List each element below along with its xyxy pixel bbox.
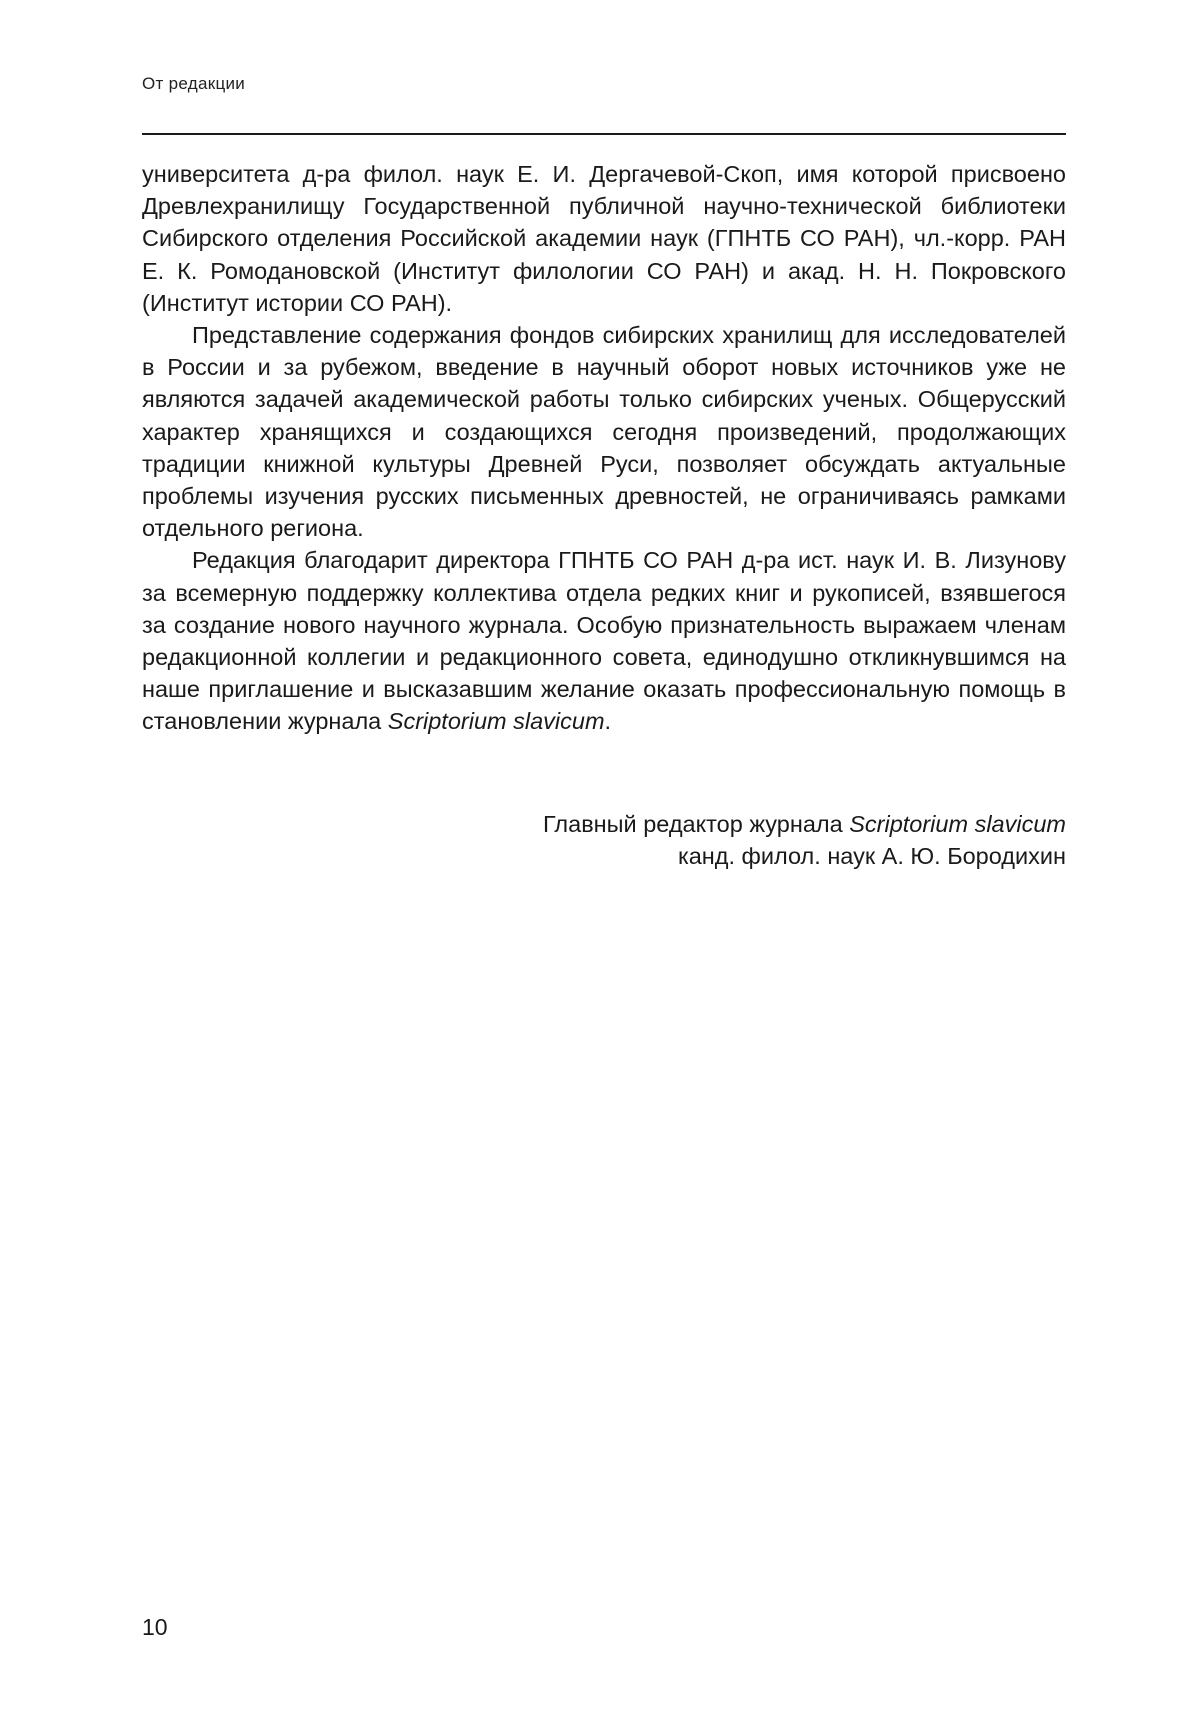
running-head-title: От редакции [142, 74, 246, 93]
signature-role: Главный редактор журнала [543, 811, 850, 837]
signature-name: канд. филол. наук А. Ю. Бородихин [677, 843, 1066, 870]
main-text [142, 158, 1066, 738]
signature-journal-name: Scriptorium slavicum [849, 811, 1066, 837]
journal-name-italic: Scriptorium slavicum [387, 708, 605, 735]
page-number: 10 [142, 1614, 168, 1640]
acknowledgements-text: Редакция благодарит директора ГПНТБ СО РАН д-ра ист. наук И. В. Лизунову за всемерную поддержку коллектива отдела редких книг и рукописей, взявшегося за создание нового научного журнала. Особую признательность выражаем членам редакционной коллегии и редакционного совета, единодушно откликнувшимся на наше приглашение и высказавшим желание оказать профессиональную помощь в становлении журнала [142, 547, 1066, 735]
paragraph-sibirian-collections: Представление содержания фондов сибирских хранилищ для исследователей в России и за рубежом, введение в научный оборот новых источников уже не являются задачей академической работы только сибирских ученых. Общерусский характер хранящихся и создающихся сегодня произведений, продолжающих традиции книжной культуры Древней Руси, позволяет обсуждать актуальные проблемы изучения русских письменных древностей, не ограничиваясь рамками отдельного региона. [142, 322, 1066, 542]
paragraph-acknowledgements [142, 544, 1066, 737]
signature-role-line [142, 808, 1066, 840]
paragraph-continuation: университета д-ра филол. наук Е. И. Дергачевой-Скоп, имя которой присвоено Древлехранилищу Государственной публичной научно-технической библиотеки Сибирского отделения Российской академии наук (ГПНТБ СО РАН), чл.-корр. РАН Е. К. Ромодановской (Институт филологии СО РАН) и акад. Н. Н. Покровского (Институт истории СО РАН). [142, 161, 1066, 316]
signature-block [142, 808, 1066, 872]
header-rule [142, 133, 1066, 135]
acknowledgements-end: . [604, 708, 612, 735]
